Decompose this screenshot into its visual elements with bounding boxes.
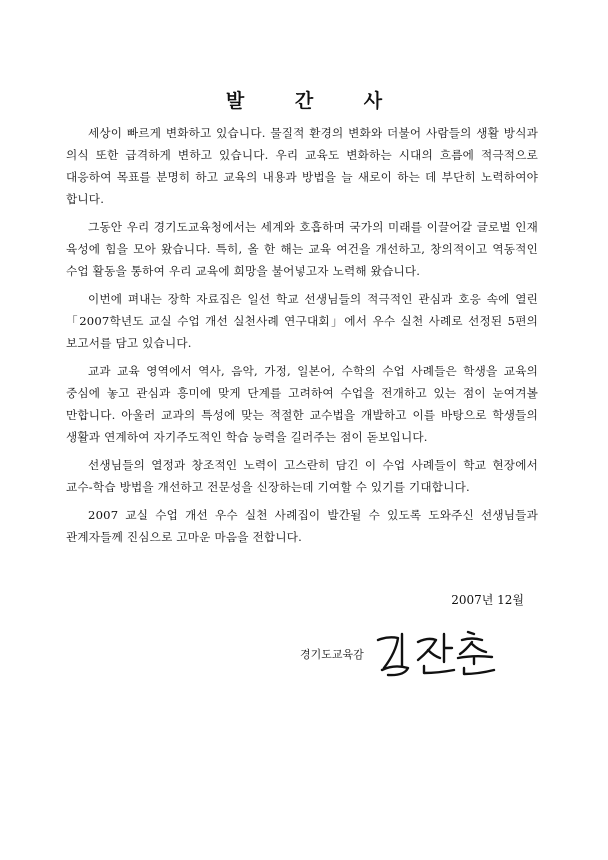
paragraph: 세상이 빠르게 변화하고 있습니다. 물질적 환경의 변화와 더불어 사람들의 생활 방식과 의식 또한 급격하게 변하고 있습니다. 우리 교육도 변화하는 시대의 흐름에 적극적으로 대응하여 목표를 분명히 하고 교육의 내용과 방법을 늘 새로이 하는 데 부단히 노력하여야 합니다.: [66, 126, 538, 206]
paragraph: 그동안 우리 경기도교육청에서는 세계와 호흡하며 국가의 미래를 이끌어갈 글로벌 인재 육성에 힘을 모아 왔습니다. 특히, 올 한 해는 교육 여건을 개선하고, 창의적이고 역동적인 수업 활동을 통하여 우리 교육에 희망을 불어넣고자 노력해 왔습니다.: [66, 220, 538, 278]
publication-date: 2007년 12월: [451, 593, 524, 607]
handwritten-signature: [374, 628, 498, 678]
paragraph: 2007 교실 수업 개선 우수 실천 사례집이 발간될 수 있도록 도와주신 선생님들과 관계자들께 진심으로 고마운 마음을 전합니다.: [66, 508, 538, 544]
signature-block: [300, 628, 500, 680]
page-title: 발 간 사: [225, 90, 405, 112]
paragraph: 교과 교육 영역에서 역사, 음악, 가정, 일본어, 수학의 수업 사례들은 학생을 교육의 중심에 놓고 관심과 흥미에 맞게 단계를 고려하여 수업을 전개하고 있는 점이 눈여겨볼 만합니다. 아울러 교과의 특성에 맞는 적절한 교수법을 개발하고 이를 바탕으로 학생들의 생활과 연계하여 자기주도적인 학습 능력을 길러주는 점이 돋보입니다.: [66, 364, 538, 444]
body-text: [66, 122, 538, 554]
signer-title: 경기도교육감: [300, 648, 364, 661]
paragraph: 이번에 펴내는 장학 자료집은 일선 학교 선생님들의 적극적인 관심과 호응 속에 열린「2007학년도 교실 수업 개선 실천사례 연구대회」에서 우수 실천 사례로 선정된 5편의 보고서를 담고 있습니다.: [66, 292, 538, 350]
paragraph: 선생님들의 열정과 창조적인 노력이 고스란히 담긴 이 수업 사례들이 학교 현장에서 교수-학습 방법을 개선하고 전문성을 신장하는데 기여할 수 있기를 기대합니다.: [66, 458, 538, 494]
